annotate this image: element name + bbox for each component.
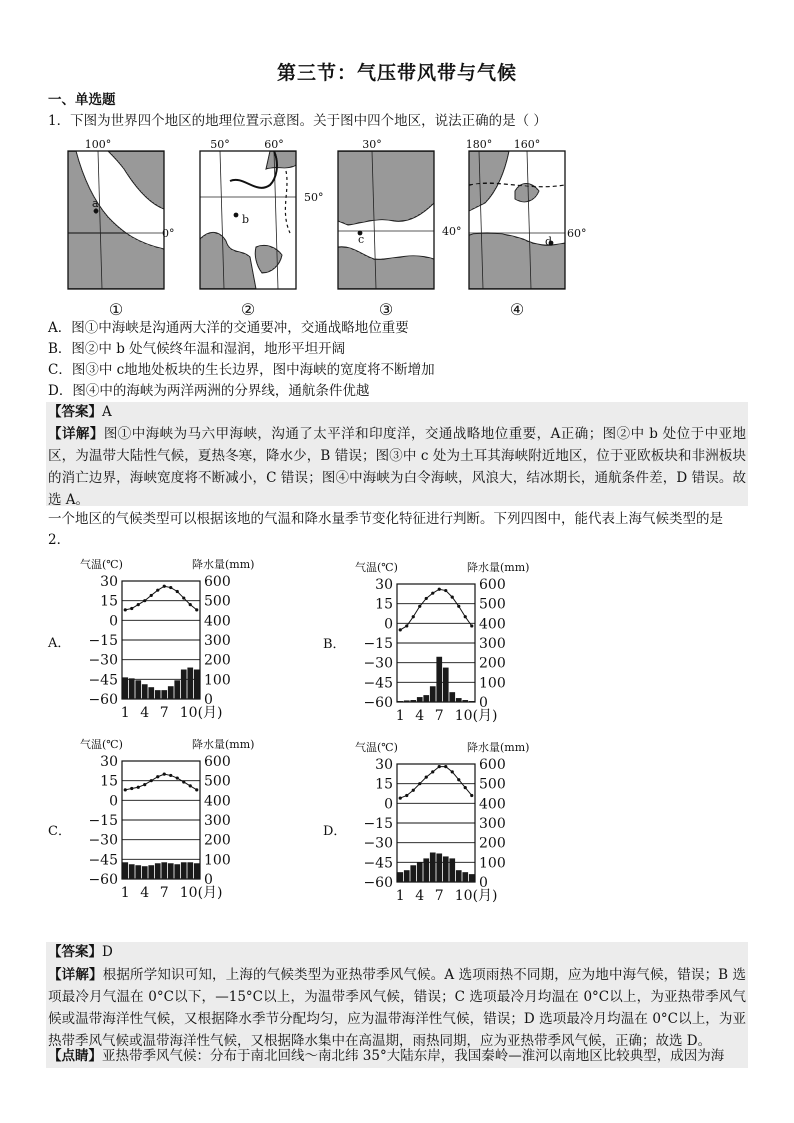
temperature-point: [425, 597, 428, 600]
temperature-point: [124, 608, 127, 611]
temperature-tick-label: −30: [363, 835, 393, 852]
month-tick-label: 10(月): [454, 708, 498, 724]
precipitation-tick-label: 400: [204, 793, 231, 810]
precipitation-bar: [423, 858, 429, 882]
q2-answer: [48, 942, 113, 963]
month-tick-label: 4: [415, 888, 425, 904]
precipitation-tick-label: 500: [479, 596, 506, 613]
precipitation-bar: [449, 692, 455, 702]
precipitation-bar: [155, 863, 161, 879]
temperature-point: [418, 782, 421, 785]
month-tick-label: 1: [120, 885, 130, 901]
month-tick-label: 4: [140, 885, 150, 901]
precipitation-bar: [181, 670, 187, 700]
q2-option-letter: B．: [323, 637, 346, 652]
precipitation-bar: [129, 678, 135, 699]
temperature-tick-label: −30: [88, 832, 118, 849]
precipitation-bar: [161, 690, 167, 699]
precipitation-tick-label: 400: [204, 613, 231, 630]
temperature-point: [405, 794, 408, 797]
temperature-tick-label: 30: [100, 574, 118, 590]
temperature-point: [137, 786, 140, 789]
precipitation-tick-label: 100: [479, 675, 506, 692]
precipitation-tick-label: 100: [479, 855, 506, 872]
temperature-point: [438, 765, 441, 768]
precipitation-bar: [148, 687, 154, 699]
precipitation-bar: [187, 862, 193, 879]
temperature-tick-label: −30: [363, 655, 393, 672]
precipitation-tick-label: 100: [204, 672, 231, 689]
precipitation-tick-label: 300: [479, 636, 506, 652]
temperature-point: [457, 605, 460, 608]
month-tick-label: 7: [434, 708, 444, 724]
q2-stem-line2: 2．: [48, 532, 71, 548]
section-heading: 一、单选题: [48, 92, 116, 108]
precipitation-tick-label: 500: [479, 776, 506, 793]
temperature-tick-label: −60: [88, 872, 118, 888]
temperature-point: [412, 789, 415, 792]
temperature-point: [451, 596, 454, 599]
precipitation-tick-label: 400: [479, 796, 506, 813]
precipitation-bar: [404, 870, 410, 882]
location-label: c: [358, 233, 365, 246]
temperature-tick-label: 0: [384, 796, 393, 813]
precipitation-tick-label: 500: [204, 593, 231, 610]
precipitation-tick-label: 300: [204, 813, 231, 829]
longitude-label: 100°: [84, 138, 112, 151]
map-number-label: ③: [378, 300, 394, 319]
precipitation-bar: [456, 870, 462, 882]
temperature-tick-label: 0: [109, 793, 118, 810]
precipitation-bar: [397, 872, 403, 882]
precipitation-tick-label: 500: [204, 773, 231, 790]
temperature-tick-label: 30: [100, 754, 118, 770]
q1-detail: [48, 423, 746, 511]
detail-text: 根据所学知识可知，上海的气候类型为亚热带季风气候。A 选项雨热不同期，应为地中海气候，错误；B 选项最冷月气温在 0°C以下，—15°C以上，为温带季风气候，错误；C 选项最冷月均温在 0°C以上，为亚热带季风气候或温带海洋性气候，又根据降水季节分配均匀，应为温带海洋性气候，错误；D 选项最冷月均温在 0°C以上，为亚热带季风气候或温带海洋性气候，又根据降水集中在高温期，雨热同期，应为亚热带季风气候，正确；故选 D。: [48, 967, 747, 1049]
precipitation-tick-label: 0: [479, 695, 488, 711]
temperature-tick-label: −30: [88, 652, 118, 669]
longitude-label: 60°: [264, 138, 284, 151]
temperature-point: [176, 590, 179, 593]
precipitation-bar: [135, 865, 141, 879]
precipitation-axis-title: 降水量(mm): [467, 741, 530, 754]
temperature-point: [431, 592, 434, 595]
climate-chart-D: [345, 738, 595, 910]
temperature-point: [143, 599, 146, 602]
precipitation-bar: [187, 668, 193, 699]
answer-value: A: [102, 404, 112, 420]
precipitation-bar: [430, 853, 436, 883]
precipitation-tick-label: 300: [479, 816, 506, 832]
q2-tip: [48, 1046, 724, 1067]
precipitation-axis-title: 降水量(mm): [192, 558, 255, 571]
answer-tag: 【答案】: [48, 944, 102, 960]
precipitation-bar: [142, 866, 148, 879]
temperature-point: [182, 596, 185, 599]
temperature-line: [400, 589, 472, 630]
precipitation-bar: [168, 863, 174, 879]
precipitation-bar: [122, 862, 128, 879]
temperature-point: [405, 624, 408, 627]
detail-text: 图①中海峡为马六甲海峡，沟通了太平洋和印度洋，交通战略地位重要，A正确；图②中 b 处位于中亚地区，为温带大陆性气候，夏热冬寒，降水少，B 错误；图③中 c 处为土耳其海峡附近地区，位于亚欧板块和非洲板块的消亡边界，海峡宽度将不断减小，C 错误；图④中海峡为白令海峡，风浪大，结冰期长，通航条件差，D 错误。故选 A。: [48, 426, 746, 508]
precipitation-bar: [174, 864, 180, 879]
page-title: 第三节：气压带风带与气候: [276, 62, 517, 84]
precipitation-tick-label: 200: [204, 652, 231, 669]
temperature-point: [438, 588, 441, 591]
temperature-tick-label: −15: [88, 813, 118, 829]
precipitation-bar: [168, 686, 174, 699]
location-label: a: [92, 197, 99, 210]
month-tick-label: 4: [415, 708, 425, 724]
temperature-point: [464, 786, 467, 789]
q1-option-a: A．图①中海峡是沟通两大洋的交通要冲，交通战略地位重要: [48, 320, 409, 336]
latitude-label: 50°: [304, 191, 324, 204]
precipitation-bar: [194, 863, 200, 879]
temperature-tick-label: 0: [384, 616, 393, 633]
temperature-point: [156, 775, 159, 778]
climate-chart-C: [70, 735, 320, 907]
precipitation-tick-label: 400: [479, 616, 506, 633]
precipitation-tick-label: 200: [479, 835, 506, 852]
temperature-tick-label: −45: [88, 672, 118, 689]
temperature-point: [470, 624, 473, 627]
temperature-point: [457, 778, 460, 781]
temperature-point: [137, 603, 140, 606]
month-tick-label: 10(月): [179, 885, 223, 901]
precipitation-tick-label: 600: [479, 757, 506, 773]
temperature-point: [182, 780, 185, 783]
temperature-point: [130, 787, 133, 790]
precipitation-bar: [174, 680, 180, 699]
temperature-tick-label: 0: [109, 613, 118, 630]
latitude-label: 40°: [442, 225, 462, 238]
temperature-point: [156, 589, 159, 592]
tip-tag: 【点睛】: [48, 1048, 102, 1064]
longitude-label: 160°: [513, 138, 541, 151]
latitude-label: 0°: [162, 227, 175, 240]
temperature-tick-label: −60: [88, 692, 118, 708]
temperature-point: [169, 586, 172, 589]
map-number-label: ④: [509, 300, 525, 319]
temperature-tick-label: 15: [375, 596, 393, 613]
month-tick-label: 10(月): [454, 888, 498, 904]
q1-option-d: D．图④中的海峡为两洋两洲的分界线，通航条件优越: [48, 383, 370, 399]
month-tick-label: 7: [159, 705, 169, 721]
climate-chart-B: [345, 558, 595, 730]
temperature-point: [143, 783, 146, 786]
temperature-point: [195, 788, 198, 791]
precipitation-bar: [469, 874, 475, 882]
map-number-label: ①: [108, 300, 124, 319]
map-number-label: ②: [240, 300, 256, 319]
precipitation-bar: [449, 858, 455, 882]
temperature-point: [399, 796, 402, 799]
precipitation-tick-label: 600: [479, 577, 506, 593]
land-area: [266, 151, 296, 169]
month-tick-label: 1: [395, 708, 405, 724]
temperature-point: [189, 603, 192, 606]
month-tick-label: 10(月): [179, 705, 223, 721]
precipitation-bar: [122, 677, 128, 699]
temperature-point: [399, 628, 402, 631]
longitude-label: 30°: [362, 138, 382, 151]
precipitation-tick-label: 0: [204, 872, 213, 888]
q1-option-c: C．图③中 c地地处板块的生长边界，图中海峡的宽度将不断增加: [48, 362, 435, 378]
temperature-tick-label: −45: [88, 852, 118, 869]
longitude-label: 50°: [210, 138, 230, 151]
location-label: b: [242, 213, 250, 226]
temperature-line: [125, 586, 197, 610]
month-tick-label: 1: [395, 888, 405, 904]
temperature-tick-label: −60: [363, 695, 393, 711]
temperature-axis-title: 气温(℃): [80, 558, 123, 571]
climate-chart-A: [70, 555, 320, 727]
temperature-point: [150, 594, 153, 597]
temperature-line: [125, 774, 197, 790]
temperature-tick-label: −15: [363, 816, 393, 832]
precipitation-bar: [436, 853, 442, 882]
precipitation-bar: [129, 864, 135, 879]
temperature-tick-label: −15: [363, 636, 393, 652]
latitude-label: 60°: [567, 227, 587, 240]
temperature-axis-title: 气温(℃): [355, 561, 398, 574]
month-tick-label: 7: [434, 888, 444, 904]
q1-stem: 1．下图为世界四个地区的地理位置示意图。关于图中四个地区，说法正确的是（ ）: [48, 113, 547, 129]
temperature-point: [150, 779, 153, 782]
detail-tag: 【详解】: [48, 967, 103, 983]
temperature-tick-label: −45: [363, 855, 393, 872]
precipitation-bar: [161, 862, 167, 879]
temperature-point: [195, 608, 198, 611]
q2-stem-line1: 一个地区的气候类型可以根据该地的气温和降水量季节变化特征进行判断。下列四图中，能代表上海气候类型的是: [48, 511, 723, 527]
precipitation-axis-title: 降水量(mm): [467, 561, 530, 574]
precipitation-bar: [148, 865, 154, 879]
temperature-point: [470, 794, 473, 797]
temperature-tick-label: 15: [100, 773, 118, 790]
precipitation-tick-label: 600: [204, 754, 231, 770]
temperature-point: [431, 770, 434, 773]
temperature-point: [130, 607, 133, 610]
q1-map-2: [190, 137, 324, 319]
precipitation-bar: [181, 862, 187, 879]
temperature-point: [176, 776, 179, 779]
longitude-label: 180°: [465, 138, 493, 151]
q1-map-4: [459, 137, 589, 319]
temperature-point: [124, 788, 127, 791]
precipitation-bar: [410, 865, 416, 882]
temperature-point: [163, 585, 166, 588]
month-tick-label: 7: [159, 885, 169, 901]
detail-tag: 【详解】: [48, 426, 104, 442]
precipitation-bar: [404, 700, 410, 702]
precipitation-bar: [194, 670, 200, 700]
month-tick-label: 1: [120, 705, 130, 721]
temperature-point: [418, 605, 421, 608]
temperature-axis-title: 气温(℃): [80, 738, 123, 751]
precipitation-bar: [469, 701, 475, 702]
q2-option-letter: A．: [48, 636, 71, 651]
temperature-tick-label: 30: [375, 577, 393, 593]
temperature-point: [444, 765, 447, 768]
tip-text: 亚热带季风气候：分布于南北回线～南北纬 35°大陆东岸，我国秦岭—淮河以南地区比较典型，成因为海: [102, 1048, 725, 1064]
precipitation-tick-label: 0: [479, 875, 488, 891]
land-area: [338, 151, 434, 225]
answer-value: D: [102, 944, 113, 960]
precipitation-bar: [456, 698, 462, 702]
temperature-line: [400, 767, 472, 798]
q1-map-3: [328, 137, 462, 319]
month-tick-label: 4: [140, 705, 150, 721]
temperature-point: [169, 774, 172, 777]
temperature-tick-label: −45: [363, 675, 393, 692]
precipitation-bar: [462, 700, 468, 702]
temperature-point: [163, 773, 166, 776]
temperature-tick-label: 15: [375, 776, 393, 793]
temperature-tick-label: 30: [375, 757, 393, 773]
precipitation-tick-label: 0: [204, 692, 213, 708]
temperature-axis-title: 气温(℃): [355, 741, 398, 754]
precipitation-bar: [417, 697, 423, 702]
temperature-point: [412, 615, 415, 618]
precipitation-tick-label: 200: [204, 832, 231, 849]
precipitation-axis-title: 降水量(mm): [192, 738, 255, 751]
q2-detail: [48, 964, 746, 1052]
precipitation-tick-label: 200: [479, 655, 506, 672]
precipitation-bar: [423, 695, 429, 702]
q1-answer: [48, 402, 112, 423]
temperature-tick-label: −15: [88, 633, 118, 649]
location-label: d: [545, 235, 553, 248]
precipitation-tick-label: 300: [204, 633, 231, 649]
q2-option-letter: D．: [323, 824, 347, 839]
precipitation-tick-label: 600: [204, 574, 231, 590]
temperature-tick-label: 15: [100, 593, 118, 610]
temperature-point: [464, 615, 467, 618]
location-dot: [234, 213, 239, 218]
precipitation-bar: [443, 668, 449, 702]
precipitation-bar: [443, 856, 449, 882]
precipitation-bar: [430, 686, 436, 702]
temperature-point: [189, 784, 192, 787]
precipitation-bar: [417, 862, 423, 882]
precipitation-bar: [135, 680, 141, 699]
answer-tag: 【答案】: [48, 404, 102, 420]
temperature-point: [451, 770, 454, 773]
q2-option-letter: C．: [48, 824, 71, 839]
precipitation-tick-label: 100: [204, 852, 231, 869]
precipitation-bar: [462, 872, 468, 882]
precipitation-bar: [142, 684, 148, 699]
temperature-tick-label: −60: [363, 875, 393, 891]
q1-option-b: B．图②中 b 处气候终年温和湿润，地形平坦开阔: [48, 341, 346, 357]
temperature-point: [444, 589, 447, 592]
temperature-point: [425, 776, 428, 779]
precipitation-bar: [410, 700, 416, 702]
precipitation-bar: [436, 657, 442, 702]
precipitation-bar: [397, 701, 403, 702]
q1-map-1: [58, 137, 188, 319]
precipitation-bar: [155, 690, 161, 699]
